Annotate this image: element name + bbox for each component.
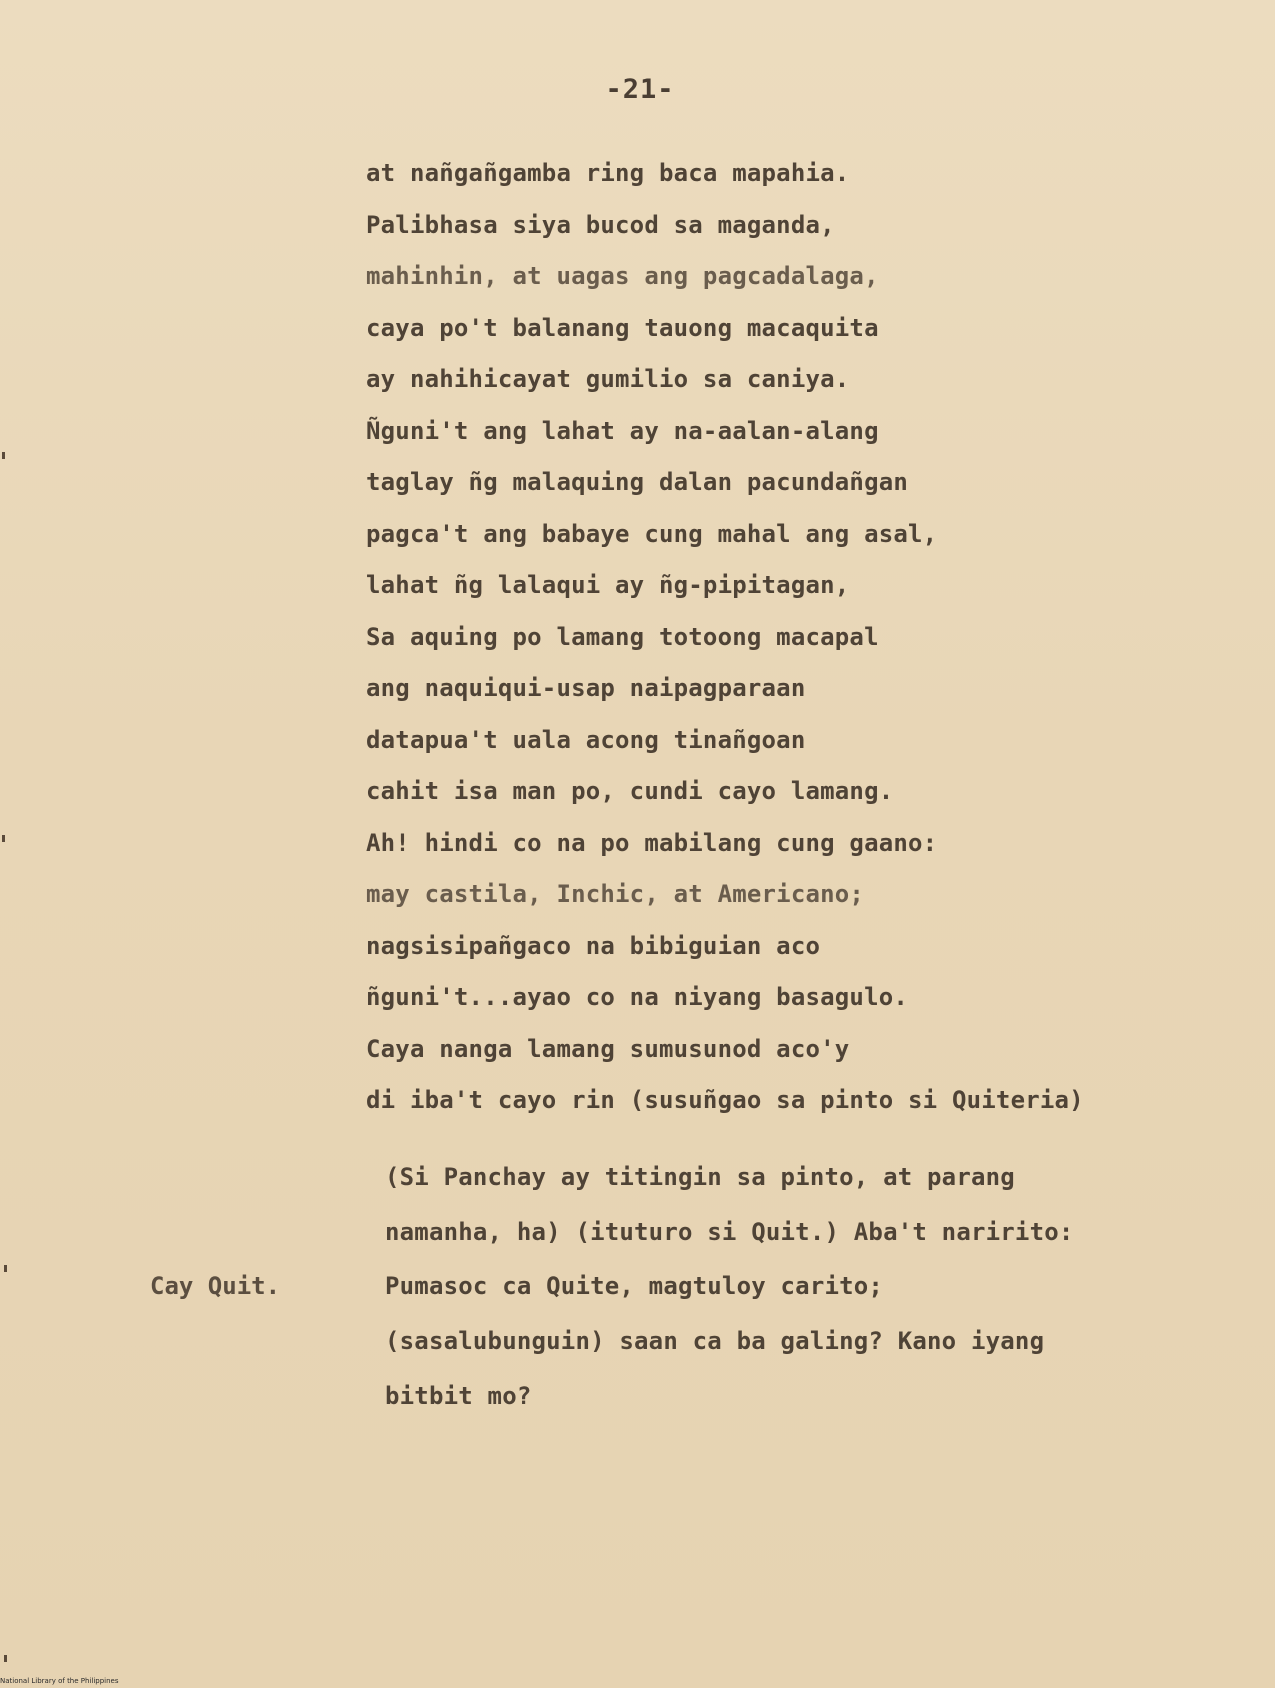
verse-line: cahit isa man po, cundi cayo lamang. — [366, 777, 894, 805]
verse-line: ang naquiqui-usap naipagparaan — [366, 674, 806, 702]
stage-direction-block — [385, 1150, 1245, 1260]
verse-line: Ah! hindi co na po mabilang cung gaano: — [366, 828, 938, 857]
verse-line: lahat ñg lalaqui ay ñg-pipitagan, — [366, 571, 850, 599]
verse-line: at nañgañgamba ring baca mapahia. — [366, 159, 850, 187]
verse-line: Palibhasa siya bucod sa maganda, — [366, 210, 835, 239]
verse-line: taglay ñg malaquing dalan pacundañgan — [366, 468, 909, 496]
stage-direction-line: (Si Panchay ay titingin sa pinto, at parang — [385, 1163, 1015, 1191]
stage-direction-line: namanha, ha) (ituturo si Quit.) Aba't naririto: — [385, 1218, 1074, 1246]
verse-line: Caya nanga lamang sumusunod aco'y — [366, 1034, 850, 1063]
speech-block — [385, 1259, 1245, 1424]
verse-line: nagsisipañgaco na bibiguian aco — [366, 931, 821, 960]
verse-line: ñguni't...ayao co na niyang basagulo. — [366, 983, 909, 1011]
speech-line: bitbit mo? — [385, 1382, 532, 1410]
verse-line: pagca't ang babaye cung mahal ang asal, — [366, 519, 938, 548]
binding-mark — [4, 1655, 7, 1662]
binding-mark — [2, 452, 5, 459]
speech-line: Pumasoc ca Quite, magtuloy carito; — [385, 1272, 884, 1300]
verse-line: may castila, Inchic, at Americano; — [366, 880, 865, 908]
verse-line: Sa aquing po lamang totoong macapal — [366, 622, 879, 651]
verse-line: caya po't balanang tauong macaquita — [366, 313, 879, 342]
speaker-label: Cay Quit. — [150, 1272, 281, 1300]
verse-line: di iba't cayo rin (susuñgao sa pinto si Quiteria) — [366, 1086, 1084, 1114]
library-footer: National Library of the Philippines — [0, 1677, 119, 1685]
speech-line: (sasalubunguin) saan ca ba galing? Kano iyang — [385, 1327, 1045, 1355]
verse-block — [366, 148, 1226, 1127]
verse-line: Ñguni't ang lahat ay na-aalan-alang — [366, 416, 879, 445]
page-number: -21- — [605, 74, 675, 105]
verse-line: ay nahihicayat gumilio sa caniya. — [366, 365, 850, 393]
verse-line: mahinhin, at uagas ang pagcadalaga, — [366, 262, 879, 290]
binding-mark — [4, 1265, 7, 1272]
binding-mark — [2, 835, 5, 842]
verse-line: datapua't uala acong tinañgoan — [366, 725, 806, 754]
